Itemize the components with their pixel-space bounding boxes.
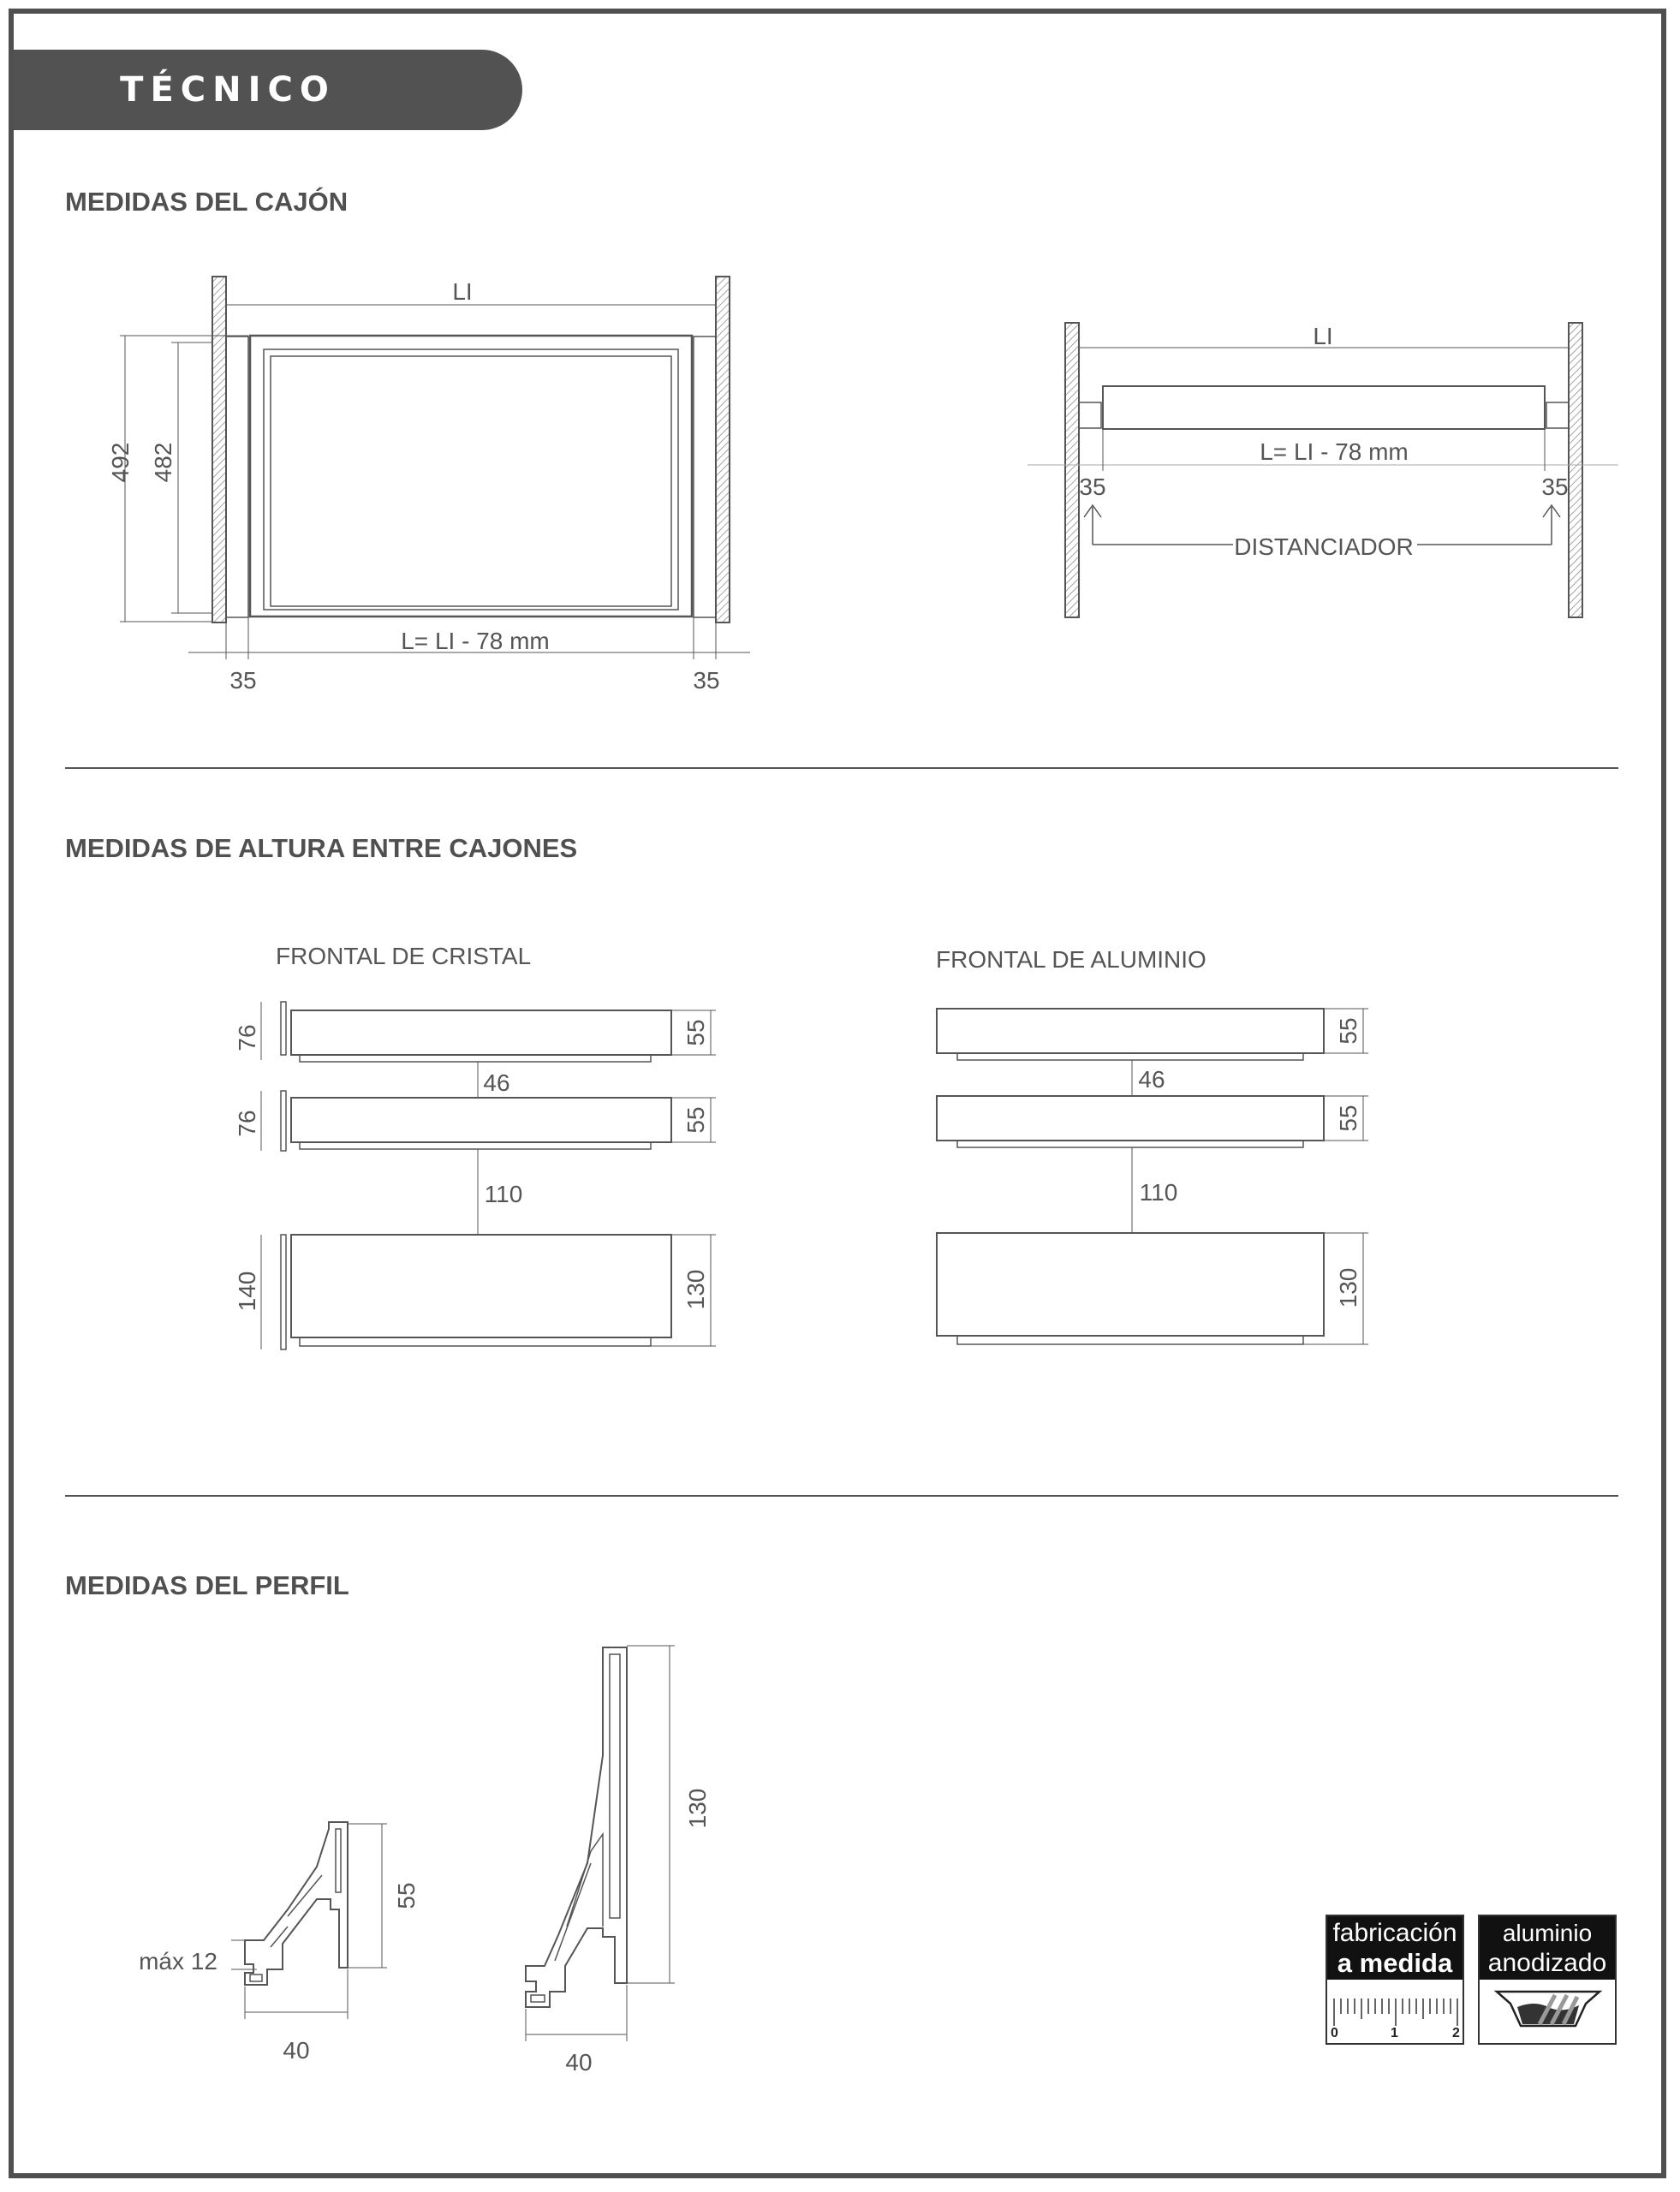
cristal-label: FRONTAL DE CRISTAL (276, 943, 532, 969)
cristal-drawer-1 (291, 1010, 671, 1055)
alu-gap1: 46 (1138, 1066, 1165, 1093)
cajon-top-spacer: DISTANCIADOR (1234, 533, 1414, 560)
alu-rail-3 (957, 1336, 1303, 1344)
top-wall-right (1569, 323, 1582, 617)
cristal-rail-3 (300, 1337, 651, 1346)
drawer-outer (250, 336, 692, 616)
section-title-altura: MEDIDAS DE ALTURA ENTRE CAJONES (65, 833, 578, 863)
alu-rail-1 (957, 1053, 1303, 1060)
cajon-top-li: LI (1313, 323, 1333, 349)
cristal-drawer-3 (291, 1235, 671, 1337)
cajon-front-view (120, 277, 750, 659)
section-title-perfil: MEDIDAS DEL PERFIL (65, 1570, 349, 1600)
cristal-rail-2 (300, 1142, 651, 1149)
cristal-d2-right: 55 (682, 1106, 709, 1134)
badge-aluminio (1478, 1915, 1617, 2045)
cajon-front-li: LI (452, 278, 473, 305)
cristal-gap1: 46 (483, 1069, 510, 1096)
perfil-small-width: 40 (283, 2037, 310, 2064)
alu-drawer-3 (937, 1233, 1324, 1336)
perfil-small-shape (245, 1822, 348, 1985)
cajon-front-482: 482 (150, 442, 176, 483)
badge-fabricacion (1326, 1915, 1464, 2045)
cristal-d2-left: 76 (234, 1110, 260, 1137)
badge-fabricacion-head (1327, 1916, 1463, 1980)
alu-d3-right: 130 (1335, 1267, 1361, 1308)
cristal-glass-2 (281, 1091, 286, 1151)
cristal-drawer-2 (291, 1098, 671, 1142)
badge-aluminio-head (1480, 1916, 1615, 1980)
spacer-arrow-left (1084, 505, 1233, 545)
cristal-d1-left: 76 (234, 1024, 260, 1051)
aluminio-label: FRONTAL DE ALUMINIO (936, 946, 1206, 973)
alu-gap2: 110 (1139, 1179, 1178, 1206)
cajon-front-35-left: 35 (229, 667, 257, 694)
spacer-left (226, 337, 248, 617)
anodized-icon (1480, 1980, 1615, 2043)
top-spacer-right (1546, 402, 1569, 428)
ruler-num-0: 0 (1331, 2026, 1338, 2040)
cristal-glass-3 (281, 1235, 286, 1349)
perfil-small (231, 1822, 387, 2019)
badge-fab-line2: a medida (1337, 1948, 1453, 1978)
wall-right (716, 277, 730, 622)
alu-d2-right: 55 (1335, 1105, 1361, 1132)
cristal-d3-left: 140 (234, 1271, 260, 1312)
top-wall-left (1065, 323, 1079, 617)
alu-drawer-2 (937, 1096, 1324, 1141)
ruler-num-1: 1 (1391, 2026, 1398, 2040)
drawer-inner (271, 356, 671, 606)
cajon-top-length: L= LI - 78 mm (1260, 438, 1409, 465)
badge-alu-line2: anodizado (1487, 1949, 1607, 1977)
badge-alu-line1: aluminio (1502, 1920, 1593, 1946)
cajon-top-35-right: 35 (1541, 474, 1569, 500)
cristal-d3-right: 130 (682, 1269, 709, 1310)
alu-d1-right: 55 (1335, 1017, 1361, 1045)
cristal-d1-right: 55 (682, 1019, 709, 1046)
alu-drawer-1 (937, 1009, 1324, 1053)
perfil-small-max: máx 12 (139, 1948, 217, 1975)
cristal-drawing (261, 1002, 716, 1349)
perfil-large-width: 40 (565, 2049, 593, 2076)
spacer-arrow-right (1417, 505, 1560, 545)
perfil-large-shape (526, 1647, 627, 2007)
perfil-small-height: 55 (393, 1882, 420, 1909)
badge-fab-line1: fabricación (1332, 1919, 1457, 1947)
spacer-right (694, 337, 716, 617)
section-title-cajon: MEDIDAS DEL CAJÓN (65, 187, 349, 217)
ruler-num-2: 2 (1452, 2026, 1460, 2040)
cajon-top-view (1028, 323, 1618, 617)
drawer-mid (264, 349, 678, 610)
cristal-glass-1 (281, 1002, 286, 1055)
perfil-large-height: 130 (684, 1788, 711, 1829)
perfil-large (526, 1646, 675, 2041)
alu-rail-2 (957, 1141, 1303, 1147)
cajon-front-length: L= LI - 78 mm (401, 628, 550, 654)
cajon-front-35-right: 35 (693, 667, 720, 694)
header-title: TÉCNICO (120, 70, 336, 110)
cajon-top-35-left: 35 (1079, 474, 1106, 500)
top-spacer-left (1079, 402, 1101, 428)
aluminio-drawing (937, 1009, 1368, 1344)
cristal-gap2: 110 (484, 1181, 523, 1207)
cristal-rail-1 (300, 1055, 651, 1062)
top-drawer (1103, 386, 1545, 429)
wall-left (212, 277, 226, 622)
cajon-front-492: 492 (107, 442, 134, 483)
